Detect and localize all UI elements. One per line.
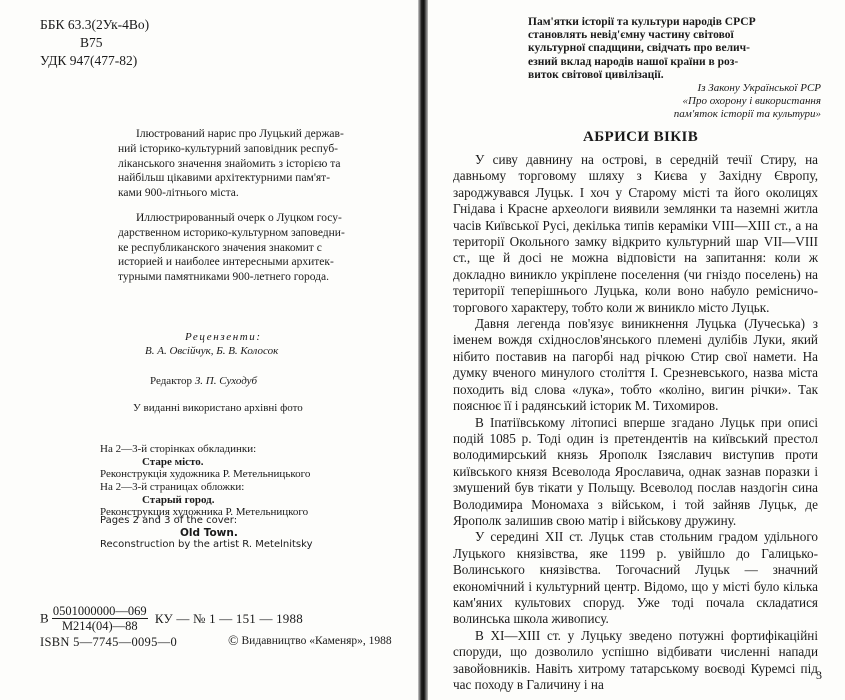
- cover-note-english: [100, 515, 312, 551]
- right-page: [428, 0, 845, 700]
- annotation-line: ке республиканского значения знакомит с: [118, 241, 322, 254]
- chapter-body: [453, 152, 818, 693]
- udk-code: УДК 947(477-82): [40, 53, 138, 68]
- epigraph-line: культурної спадщини, свідчать про велич-: [528, 42, 750, 55]
- catalog-codes: [40, 16, 149, 70]
- annotation-line: Иллюстрированный очерк о Луцком госу-: [136, 212, 342, 224]
- annotation-ukrainian: [118, 127, 410, 201]
- chapter-title: АБРИСИ ВІКІВ: [583, 129, 699, 145]
- index-prefix: В: [40, 610, 49, 626]
- paragraph: У середині XII ст. Луцьк став стольним градом удільного Луцького князівства, яке 1199 р. увійшло до Галицько-Волинського князівства. Тогочасний Луцьк — значний економічний і культурний центр. Відомо, що у місті було кілька кам'яних культових споруд. Уже тоді почала складатися волинська школа живопису.: [453, 529, 818, 627]
- cover-note-line: Reconstruction by the artist R. Metelnitsky: [100, 539, 313, 550]
- paragraph: У сиву давнину на острові, в середній течії Стиру, на давньому торговому шляху з Києва у Західну Європу, зароджувався Луцьк. І хоч у Старому місті та його околицях Гнідава і Красне археологи виявили землянки та наземні житла часів Київської Русі, декілька типів кераміки VIII—XIII ст., а на території Окольного замку відкрито культурний шар VII—VIII ст., ще й досі не можна відповісти на запитання: коли ж докладно виникло укріплене поселення (чи гніздо поселень) на території теперішнього Луцька, коли воно набуло ремісничо-торгового характеру, тобто коли ж виникло місто Луцьк.: [453, 152, 818, 315]
- annotation-line: ліканського значення знайомить з історією та: [118, 157, 341, 170]
- bbk-code: ББК 63.3(2Ук-4Во): [40, 17, 150, 32]
- cover-note-line: Реконструкція художника Р. Метельницького: [100, 468, 311, 480]
- annotation-line: найбільш цікавими архітектурними пам'ят-: [118, 172, 331, 185]
- isbn: ISBN 5—7745—0095—0: [40, 635, 178, 649]
- copyright-icon: ©: [228, 634, 239, 649]
- index-fraction: [52, 604, 148, 633]
- source-line: пам'яток історії та культури»: [673, 108, 821, 120]
- source-line: Із Закону Української РСР: [697, 82, 821, 94]
- annotation-russian: [118, 211, 410, 285]
- epigraph-line: Пам'ятки історії та культури народів СРСР: [528, 16, 756, 28]
- editor-label: Редактор: [150, 375, 193, 387]
- epigraph-line: виток світової цивілізації.: [528, 68, 664, 81]
- epigraph-source: [593, 82, 821, 121]
- source-line: «Про охорону і використання: [682, 95, 821, 107]
- page-number: 3: [816, 668, 822, 682]
- paragraph: В XI—XIII ст. у Луцьку зведено потужні фортифікаційні споруди, що дозволило успішно відбивати численні напади завойовників. Навіть хитрому татарському воєводі Куремсі під час походу в Галичину і на: [453, 627, 818, 692]
- cover-title: Старе місто.: [142, 455, 204, 468]
- editor-name: З. П. Суходуб: [194, 375, 258, 387]
- paragraph: В Іпатіївському літописі вперше згадано Луцьк при описі подій 1085 р. Тоді один із претендентів на київський престол володимирський князь Ярополк Ізяславич виступив проти київського князя Всеволода Ярославича, однак зазнав поразки і змушений був тікати у Польщу. Всеволод послав наздогін сина Володимира Мономаха з військом, і той зайняв Луцьк, де Ярополк залишив свою матір і військову дружину.: [453, 414, 818, 528]
- epigraph-line: становлять невід'ємну частину світової: [528, 29, 734, 42]
- author-mark: В75: [80, 35, 103, 50]
- cover-note-line: Pages 2 and 3 of the cover:: [100, 515, 238, 526]
- reviewers-heading: Рецензенти:: [185, 331, 262, 343]
- annotation-line: ками 900-літнього міста.: [118, 187, 239, 200]
- cover-note-line: На 2—3-й сторінках обкладинки:: [100, 443, 257, 455]
- index-denominator: М214(04)—88: [61, 619, 138, 633]
- annotation-line: ний історико-культурний заповідник респуб-: [118, 142, 338, 155]
- cover-title: Старый город.: [142, 493, 215, 506]
- photos-note: У виданні використано архівні фото: [133, 402, 303, 414]
- cover-title: Old Town.: [180, 527, 238, 539]
- cover-note-ukrainian: [100, 443, 310, 481]
- publisher-name: Видавництво «Каменяр», 1988: [241, 635, 392, 647]
- reviewers-names: В. А. Овсійчук, Б. В. Колосок: [145, 345, 279, 357]
- index-numerator: 0501000000—069: [52, 604, 147, 618]
- cover-note-russian: [100, 481, 308, 519]
- publication-index: [40, 604, 303, 633]
- editor-credit: [150, 375, 257, 387]
- cover-note-line: На 2—3-й страницах обложки:: [100, 481, 245, 493]
- paragraph: Давня легенда пов'язує виникнення Луцька (Лучеська) з іменем вождя східнослов'янського племені дулібів Луки, який нібито поставив на пагорбі над річкою Стир свої намети. На думку вченого минулого століття І. Срезневського, назва міста походить від слова «лука», тобто «коліно, вигин річки». Так пояснює її і радянський історик М. Тихомиров.: [453, 316, 818, 414]
- index-rest: КУ — № 1 — 151 — 1988: [154, 610, 303, 626]
- annotation-line: историей и наиболее интересными архитек-: [118, 256, 334, 269]
- cover-note-line: Реконструкция художника Р. Метельницкого: [100, 506, 309, 518]
- epigraph: [528, 16, 820, 82]
- publisher-line: [228, 634, 392, 650]
- epigraph-line: езний вклад народів нашої країни в роз-: [528, 55, 739, 68]
- left-page: [0, 0, 418, 700]
- annotation-line: дарственном историко-культурном заповедни-: [118, 226, 345, 239]
- annotation-line: Ілюстрований нарис про Луцький держав-: [136, 128, 344, 140]
- annotation-line: турными памятниками 900-летнего города.: [118, 271, 329, 284]
- book-gutter: [418, 0, 428, 700]
